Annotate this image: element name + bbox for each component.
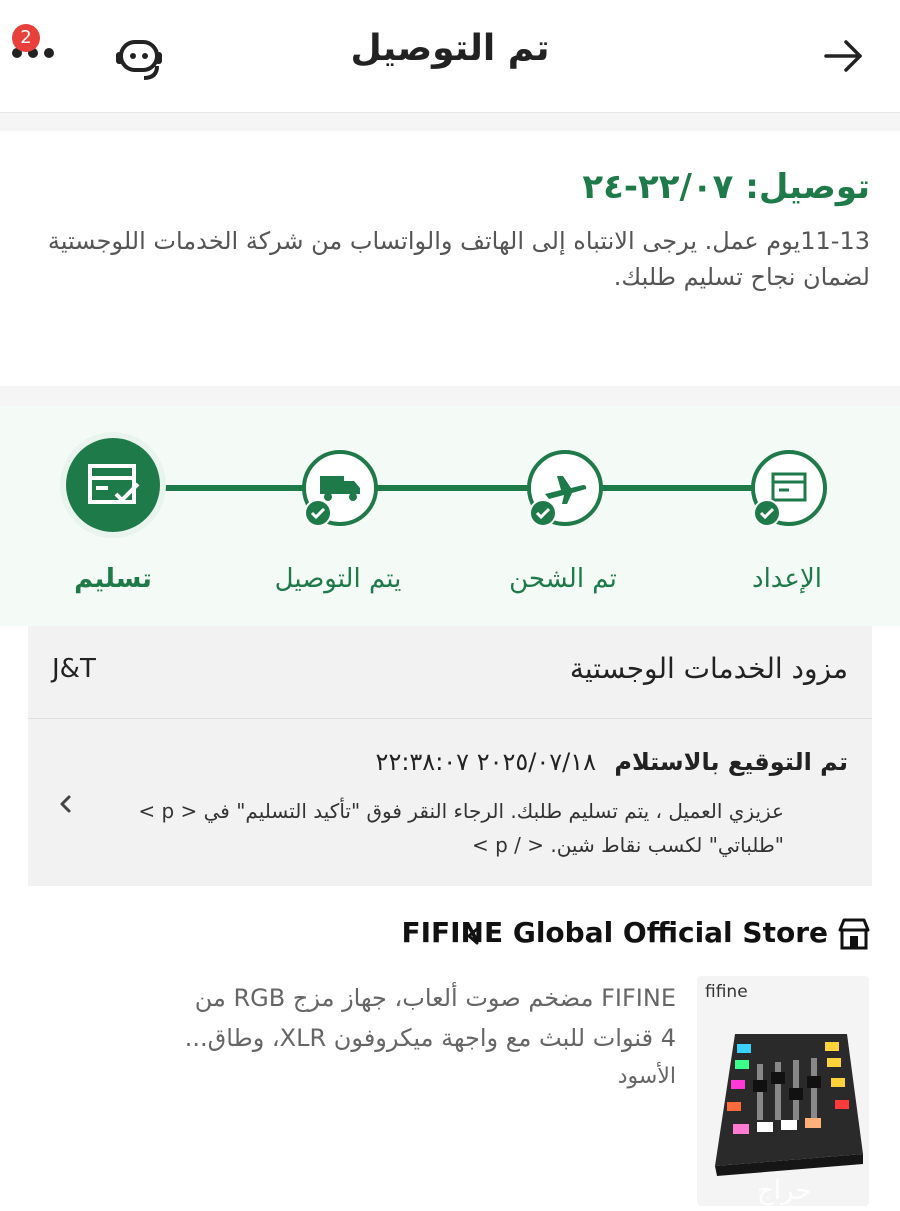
step-complete-check-icon (753, 499, 781, 527)
step-label-delivering: يتم التوصيل (274, 564, 402, 594)
order-progress-tracker (0, 406, 900, 626)
back-button[interactable] (822, 34, 866, 78)
step-label-delivered: تسليم (74, 564, 152, 594)
tracking-event-status: تم التوقيع بالاستلام (614, 748, 848, 776)
tracking-event-time: ٢٠٢٥/٠٧/١٨ ٢٢:٣٨:٠٧ (375, 748, 596, 776)
logistics-info-card (28, 626, 872, 886)
tracking-event-title[interactable] (376, 748, 848, 776)
product-image[interactable] (697, 976, 869, 1206)
delivered-box-icon (66, 438, 160, 532)
tracking-details-button[interactable] (56, 794, 76, 814)
chevron-left-icon (464, 926, 482, 946)
section-divider (0, 113, 900, 131)
delivery-date: توصيل: ٢٢/٠٧-٢٤ (582, 167, 870, 207)
store-link[interactable] (0, 906, 900, 966)
delivery-note: 11-13يوم عمل. يرجى الانتباه إلى الهاتف والواتساب من شركة الخدمات اللوجستية لضمان نجاح تسليم طلبك. (47, 227, 870, 291)
step-complete-check-icon (529, 499, 557, 527)
watermark: حراج (757, 1176, 812, 1206)
step-label-preparing: الإعداد (751, 564, 822, 594)
store-icon (836, 916, 872, 952)
arrow-right-icon (822, 34, 866, 78)
notification-badge: 2 (12, 24, 40, 52)
logistics-provider-row (28, 626, 872, 719)
step-complete-check-icon (304, 499, 332, 527)
logistics-provider-label: مزود الخدمات الوجستية (569, 652, 848, 685)
product-variant: الأسود (617, 1064, 676, 1089)
section-divider (0, 386, 900, 406)
brand-logo: fifine (705, 982, 748, 1002)
step-delivered-icon (66, 438, 160, 532)
progress-line (160, 485, 800, 491)
delivery-estimate-card (0, 131, 900, 386)
logistics-provider-value: J&T (52, 654, 96, 684)
product-title[interactable]: FIFINE مضخم صوت ألعاب، جهاز مزج RGB من 4 قنوات للبث مع واجهة ميكروفون XLR، وطاق... (184, 984, 676, 1052)
store-name: FIFINE Global Official Store (401, 916, 828, 949)
app-header (0, 0, 900, 113)
tracking-event-message: عزيزي العميل ، يتم تسليم طلبك. الرجاء النقر فوق "تأكيد التسليم" في < p > "طلباتي" لكسب نقاط شين. < / p > (138, 799, 784, 857)
chevron-left-icon (56, 794, 76, 814)
step-label-shipped: تم الشحن (509, 564, 617, 594)
audio-mixer-image (697, 976, 869, 1206)
page-title: تم التوصيل (350, 28, 550, 69)
